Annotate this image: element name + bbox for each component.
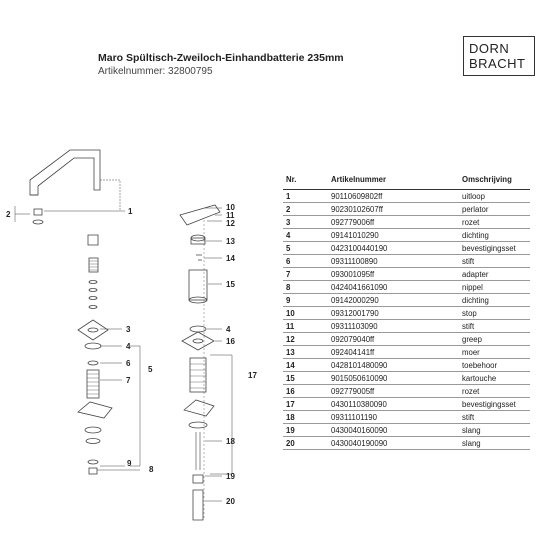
table-row: [283, 229, 530, 242]
part-number: 17: [283, 398, 328, 411]
article-number-cell: 9015050610090: [328, 372, 459, 385]
article-number-cell: 09311100890: [328, 255, 459, 268]
article-number-cell: 09311103090: [328, 320, 459, 333]
article-number-cell: 0423100440190: [328, 242, 459, 255]
table-row: [283, 242, 530, 255]
table-header-row: [283, 172, 530, 190]
article-number-cell: 092779005ff: [328, 385, 459, 398]
callout-2: 2: [6, 210, 11, 219]
description-cell: stift: [459, 320, 530, 333]
callout-11: 11: [226, 211, 235, 220]
article-number-cell: 0424041661090: [328, 281, 459, 294]
table-row: [283, 372, 530, 385]
part-number: 12: [283, 333, 328, 346]
cartridge-part: [189, 270, 207, 300]
article-number-cell: 092079040ff: [328, 333, 459, 346]
description-cell: rozet: [459, 385, 530, 398]
table-row: [283, 203, 530, 216]
table-row: [283, 333, 530, 346]
part-number: 16: [283, 385, 328, 398]
description-cell: dichting: [459, 294, 530, 307]
description-cell: stift: [459, 255, 530, 268]
table-row: [283, 294, 530, 307]
callout-6: 6: [126, 359, 131, 368]
callout-14: 14: [226, 254, 235, 263]
parts-table: [283, 172, 530, 450]
article-number-cell: 093001095ff: [328, 268, 459, 281]
callout-10: 10: [226, 203, 235, 212]
table-row: [283, 268, 530, 281]
description-cell: slang: [459, 437, 530, 450]
table-row: [283, 398, 530, 411]
article-number-cell: 09311101190: [328, 411, 459, 424]
table-row: [283, 216, 530, 229]
part-number: 4: [283, 229, 328, 242]
part-number: 3: [283, 216, 328, 229]
callout-16: 16: [226, 337, 235, 346]
part-number: 13: [283, 346, 328, 359]
part-number: 8: [283, 281, 328, 294]
header-description: Omschrijving: [459, 172, 530, 190]
callout-7: 7: [126, 376, 131, 385]
header-nr: Nr.: [283, 172, 328, 190]
callout-13: 13: [226, 237, 235, 246]
table-row: [283, 385, 530, 398]
table-row: [283, 411, 530, 424]
callout-4b: 4: [226, 325, 231, 334]
logo-line-1: DORN: [469, 41, 510, 56]
description-cell: moer: [459, 346, 530, 359]
description-cell: perlator: [459, 203, 530, 216]
description-cell: stop: [459, 307, 530, 320]
part-number: 19: [283, 424, 328, 437]
part-number: 2: [283, 203, 328, 216]
article-number-cell: 90110609802ff: [328, 190, 459, 203]
table-row: [283, 424, 530, 437]
table-row: [283, 307, 530, 320]
callout-12: 12: [226, 219, 235, 228]
callout-4: 4: [126, 342, 131, 351]
spout-part: [30, 150, 100, 195]
description-cell: dichting: [459, 229, 530, 242]
description-cell: nippel: [459, 281, 530, 294]
description-cell: toebehoor: [459, 359, 530, 372]
description-cell: greep: [459, 333, 530, 346]
description-cell: bevestigingsset: [459, 242, 530, 255]
callout-9: 9: [127, 459, 132, 468]
description-cell: uitloop: [459, 190, 530, 203]
aerator-part: [34, 209, 42, 215]
callout-5: 5: [148, 365, 153, 374]
part-number: 5: [283, 242, 328, 255]
part-number: 7: [283, 268, 328, 281]
article-number-cell: 90230102607ff: [328, 203, 459, 216]
article-number-cell: 0430110380090: [328, 398, 459, 411]
description-cell: stift: [459, 411, 530, 424]
article-number-cell: 09141010290: [328, 229, 459, 242]
callout-20: 20: [226, 497, 235, 506]
callout-8: 8: [149, 465, 154, 474]
callout-1: 1: [128, 207, 133, 216]
table-row: [283, 320, 530, 333]
rosette-part: [78, 320, 108, 340]
brand-logo: [463, 36, 535, 76]
table-row: [283, 359, 530, 372]
header-article: Artikelnummer: [328, 172, 459, 190]
article-number-cell: 0430040190090: [328, 437, 459, 450]
exploded-view-diagram: [0, 130, 280, 550]
description-cell: kartouche: [459, 372, 530, 385]
part-number: 11: [283, 320, 328, 333]
part-number: 18: [283, 411, 328, 424]
table-row: [283, 190, 530, 203]
description-cell: slang: [459, 424, 530, 437]
part-number: 9: [283, 294, 328, 307]
part-number: 15: [283, 372, 328, 385]
callout-19: 19: [226, 472, 235, 481]
callout-15: 15: [226, 280, 235, 289]
description-cell: adapter: [459, 268, 530, 281]
logo-line-2: BRACHT: [469, 56, 526, 71]
description-cell: rozet: [459, 216, 530, 229]
table-row: [283, 437, 530, 450]
callout-17: 17: [248, 371, 257, 380]
part-number: 20: [283, 437, 328, 450]
callout-18: 18: [226, 437, 235, 446]
table-row: [283, 281, 530, 294]
article-number-cell: 0430040160090: [328, 424, 459, 437]
article-number-cell: 09142000290: [328, 294, 459, 307]
article-number: Artikelnummer: 32800795: [98, 66, 213, 77]
part-number: 6: [283, 255, 328, 268]
part-number: 1: [283, 190, 328, 203]
table-row: [283, 255, 530, 268]
callout-3: 3: [126, 325, 131, 334]
article-number-cell: 09312001790: [328, 307, 459, 320]
part-number: 10: [283, 307, 328, 320]
description-cell: bevestigingsset: [459, 398, 530, 411]
article-number-cell: 092404141ff: [328, 346, 459, 359]
article-number-cell: 092779006ff: [328, 216, 459, 229]
table-row: [283, 346, 530, 359]
document-title: Maro Spültisch-Zweiloch-Einhandbatterie 235mm: [98, 52, 344, 64]
part-number: 14: [283, 359, 328, 372]
article-number-cell: 0428101480090: [328, 359, 459, 372]
